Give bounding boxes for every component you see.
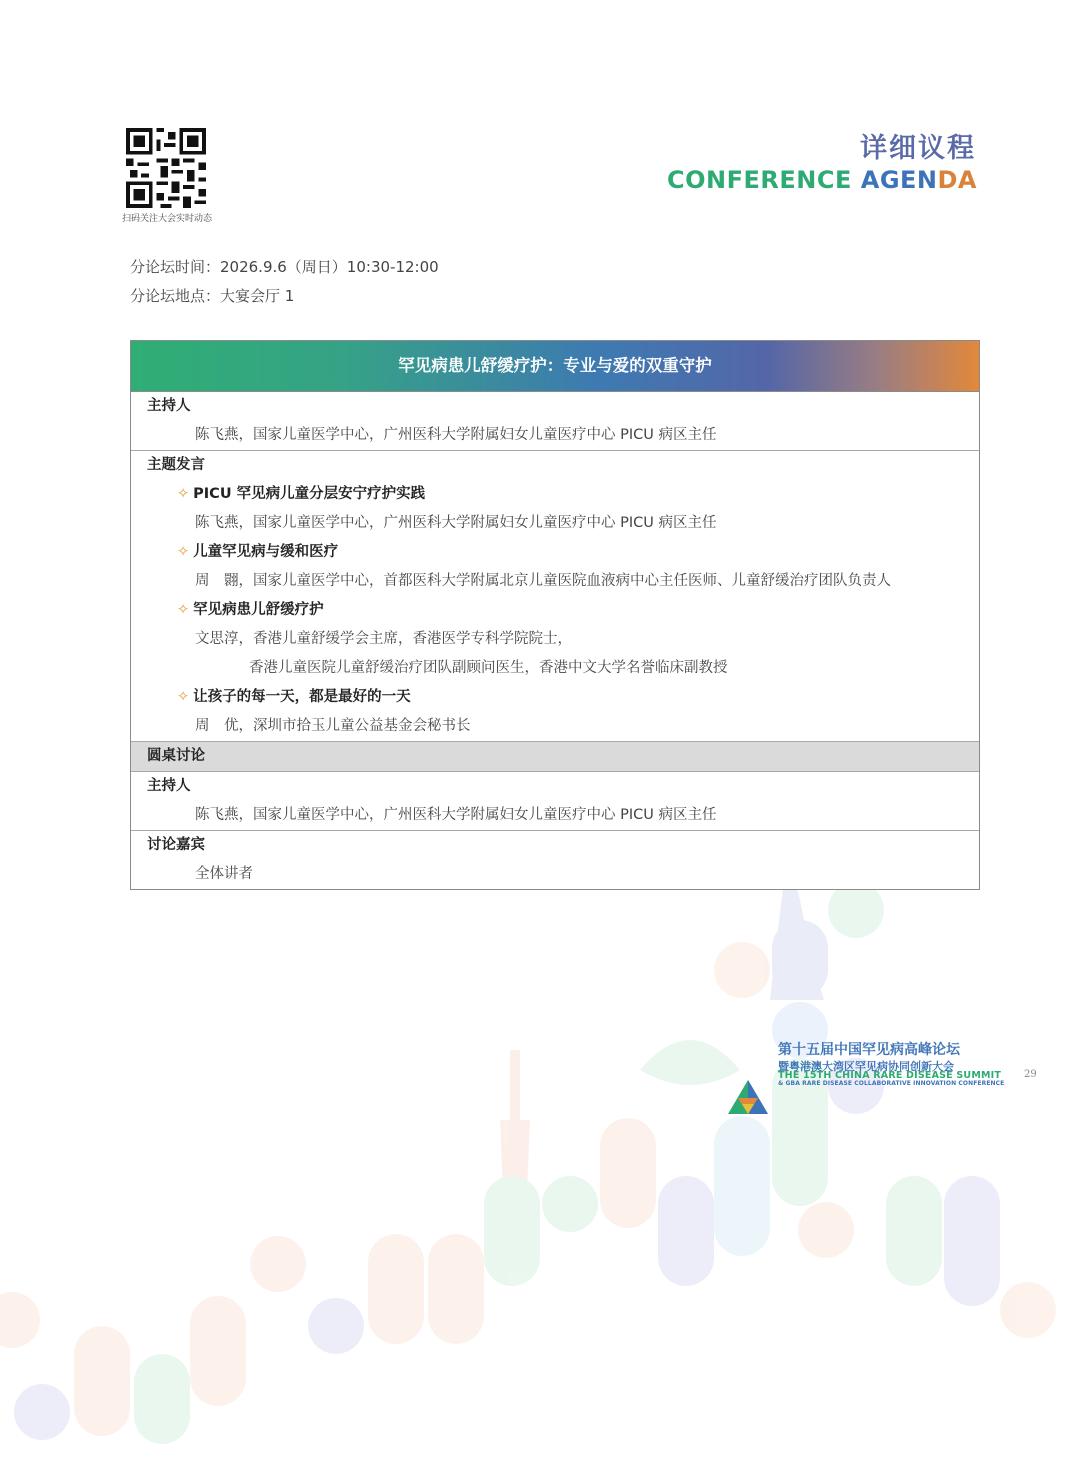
forum-place: 分论坛地点：大宴会厅 1 bbox=[130, 287, 295, 305]
host-label: 主持人 bbox=[147, 398, 191, 414]
forum-time: 分论坛时间：2026.9.6（周日）10:30-12:00 bbox=[130, 258, 439, 276]
host-name: 陈飞燕，国家儿童医学中心，广州医科大学附属妇女儿童医疗中心 PICU 病区主任 bbox=[195, 427, 717, 443]
qr-caption: 扫码关注大会实时动态 bbox=[121, 214, 212, 224]
qr-code bbox=[126, 128, 206, 208]
footer-summit-cn2: 暨粤港澳大湾区罕见病协同创新大会 bbox=[778, 1060, 954, 1073]
star-icon: ✧ bbox=[177, 689, 190, 705]
star-icon: ✧ bbox=[177, 602, 190, 618]
summit-logo-icon bbox=[726, 1078, 770, 1118]
talk-speaker-line2: 香港儿童医院儿童舒缓治疗团队副顾问医生，香港中文大学名誉临床副教授 bbox=[249, 660, 728, 676]
star-icon: ✧ bbox=[177, 486, 190, 502]
agenda-table bbox=[130, 340, 980, 890]
talk-topic bbox=[131, 596, 979, 625]
talk-speaker: 周 翾，国家儿童医学中心，首都医科大学附属北京儿童医院血液病中心主任医师、儿童舒缓治疗团队负责人 bbox=[195, 573, 891, 589]
star-icon: ✧ bbox=[177, 544, 190, 560]
talk-topic-text: 让孩子的每一天，都是最好的一天 bbox=[193, 689, 411, 705]
talk-speaker: 陈飞燕，国家儿童医学中心，广州医科大学附属妇女儿童医疗中心 PICU 病区主任 bbox=[195, 515, 717, 531]
footer-summit-cn: 第十五届中国罕见病高峰论坛 bbox=[778, 1042, 960, 1058]
title-en-part1: CONFERENCE bbox=[667, 166, 852, 194]
page-title-cn: 详细议程 bbox=[860, 133, 976, 164]
guests-label: 讨论嘉宾 bbox=[131, 830, 979, 860]
footer-summit-en2: & GBA RARE DISEASE COLLABORATIVE INNOVATION CONFERENCE bbox=[778, 1080, 1005, 1087]
page-title-en bbox=[667, 166, 977, 194]
title-en-part2: AGEN bbox=[851, 166, 938, 194]
talk-speaker: 文思淳，香港儿童舒缓学会主席，香港医学专科学院院士， bbox=[195, 631, 572, 647]
talk-topic-text: 罕见病患儿舒缓疗护 bbox=[193, 602, 324, 618]
footer-summit-en1: THE 15TH CHINA RARE DISEASE SUMMIT bbox=[778, 1070, 1002, 1081]
title-en-part3: DA bbox=[937, 166, 977, 194]
talk-topic bbox=[131, 683, 979, 712]
roundtable-label: 圆桌讨论 bbox=[131, 741, 979, 771]
talk-topic bbox=[131, 480, 979, 509]
talk-topic-text: PICU 罕见病儿童分层安宁疗护实践 bbox=[193, 486, 426, 502]
rt-host-label: 主持人 bbox=[131, 771, 979, 801]
guests-value: 全体讲者 bbox=[195, 866, 253, 882]
talk-topic-text: 儿童罕见病与缓和医疗 bbox=[193, 544, 339, 560]
talks-label: 主题发言 bbox=[131, 450, 979, 480]
talk-speaker: 周 优，深圳市拾玉儿童公益基金会秘书长 bbox=[195, 718, 471, 734]
talk-topic bbox=[131, 538, 979, 567]
page-number: 29 bbox=[1024, 1069, 1037, 1080]
rt-host-name: 陈飞燕，国家儿童医学中心，广州医科大学附属妇女儿童医疗中心 PICU 病区主任 bbox=[195, 807, 717, 823]
agenda-title: 罕见病患儿舒缓疗护：专业与爱的双重守护 bbox=[131, 341, 979, 392]
